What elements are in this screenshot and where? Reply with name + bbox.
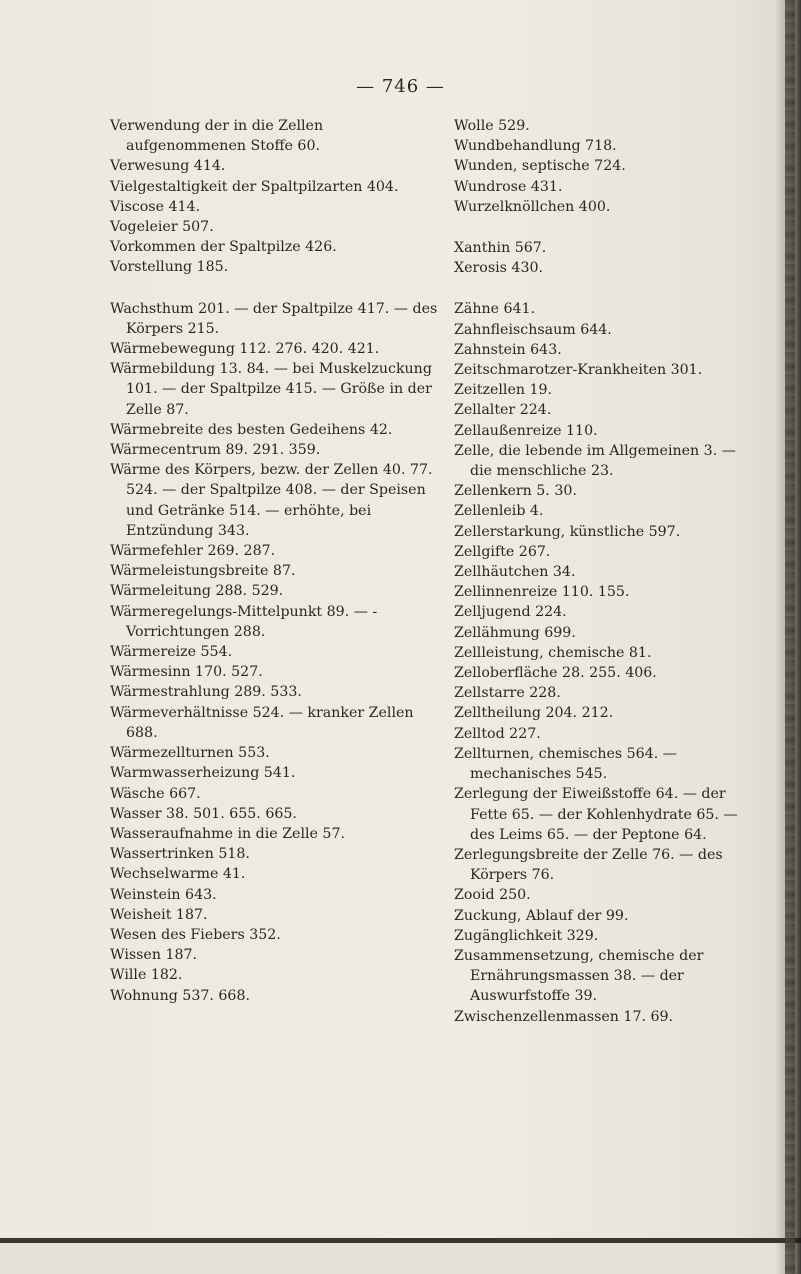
section-gap xyxy=(454,217,762,238)
index-entry: Zellenkern 5. 30. xyxy=(454,483,577,500)
index-entry: Wunden, septische 724. xyxy=(454,158,626,175)
section-gap xyxy=(110,278,438,299)
index-entry: Zellstarre 228. xyxy=(454,685,561,702)
index-entry: Wärmebewegung 112. 276. 420. 421. xyxy=(110,341,380,358)
index-entry: Wärmeregelungs-Mittelpunkt 89. — -Vorrichtungen 288. xyxy=(110,603,378,640)
index-entry: Zellturnen, chemisches 564. — mechanisches 545. xyxy=(454,745,677,783)
index-entry: Vielgestaltigkeit der Spaltpilzarten 404. xyxy=(110,178,399,195)
index-entry: Zusammensetzung, chemische der Ernährungsmassen 38. — der Auswurfstoffe 39. xyxy=(454,947,704,1005)
book-binding-edge xyxy=(785,0,795,1274)
index-entry: Wundrose 431. xyxy=(454,178,563,195)
index-column-right xyxy=(454,116,762,1027)
index-entry: Vorstellung 185. xyxy=(110,259,229,276)
index-entry: Wärmefehler 269. 287. xyxy=(110,543,276,560)
index-entry: Zwischenzellenmassen 17. 69. xyxy=(454,1008,674,1025)
index-entry: Zähne 641. xyxy=(454,301,536,318)
index-entry: Zerlegung der Eiweißstoffe 64. — der Fette 65. — der Kohlenhydrate 65. — des Leims 65. — der Peptone 64. xyxy=(454,786,738,843)
index-entry: Wasser 38. 501. 655. 665. xyxy=(110,805,297,822)
index-entry: Zellerstarkung, künstliche 597. xyxy=(454,523,681,540)
index-entry: Wärmeleitung 288. 529. xyxy=(110,583,284,600)
index-entry: Wohnung 537. 668. xyxy=(110,987,250,1004)
index-entry: Zahnstein 643. xyxy=(454,341,562,358)
index-entry: Wärmecentrum 89. 291. 359. xyxy=(110,442,321,459)
index-entry: Zelltheilung 204. 212. xyxy=(454,705,614,722)
index-entry: Viscose 414. xyxy=(110,198,201,215)
index-entry: Vogeleier 507. xyxy=(110,219,214,236)
bottom-margin xyxy=(0,1243,801,1274)
index-entry: Verwesung 414. xyxy=(110,158,226,175)
index-entry: Wille 182. xyxy=(110,967,183,984)
index-entry: Wärmebreite des besten Gedeihens 42. xyxy=(110,421,393,438)
index-entry: Wesen des Fiebers 352. xyxy=(110,926,281,943)
index-entry: Wassertrinken 518. xyxy=(110,846,250,863)
index-entry: Zeitschmarotzer-Krankheiten 301. xyxy=(454,362,703,379)
index-entry: Wärmezellturnen 553. xyxy=(110,745,270,762)
index-entry: Wäsche 667. xyxy=(110,785,201,802)
index-entry: Xanthin 567. xyxy=(454,240,547,257)
index-column-left xyxy=(110,116,438,1006)
index-entry: Zelloberfläche 28. 255. 406. xyxy=(454,665,657,682)
index-entry: Zellähmung 699. xyxy=(454,624,576,641)
index-entry: Zelljugend 224. xyxy=(454,604,567,621)
index-entry: Warmwasserheizung 541. xyxy=(110,765,296,782)
index-entry: Wärme des Körpers, bezw. der Zellen 40. 77. 524. — der Spaltpilze 408. — der Speisen und Getränke 514. — erhöhte, bei Entzündung 343. xyxy=(110,462,433,539)
index-entry: Wärmeverhältnisse 524. — kranker Zellen 688. xyxy=(110,704,414,741)
index-entry: Zellgifte 267. xyxy=(454,543,551,560)
index-entry: Wärmestrahlung 289. 533. xyxy=(110,684,302,701)
index-entry: Zuckung, Ablauf der 99. xyxy=(454,907,629,924)
index-entry: Zelltod 227. xyxy=(454,725,541,742)
index-entry: Zellalter 224. xyxy=(454,402,552,419)
index-entry: Zellinnenreize 110. 155. xyxy=(454,584,630,601)
index-entry: Zugänglichkeit 329. xyxy=(454,927,599,944)
index-entry: Zahnfleischsaum 644. xyxy=(454,321,612,338)
index-entry: Wärmeleistungsbreite 87. xyxy=(110,563,296,580)
index-entry: Wolle 529. xyxy=(454,118,530,134)
index-entry: Zellhäutchen 34. xyxy=(454,564,576,581)
index-entry: Wechselwarme 41. xyxy=(110,866,246,883)
index-entry: Weisheit 187. xyxy=(110,906,208,923)
index-entry: Verwendung der in die Zellen aufgenommenen Stoffe 60. xyxy=(110,118,324,155)
index-entry: Zerlegungsbreite der Zelle 76. — des Körpers 76. xyxy=(454,846,723,884)
index-entry: Zooid 250. xyxy=(454,887,531,904)
index-entry: Wissen 187. xyxy=(110,947,198,964)
index-entry: Xerosis 430. xyxy=(454,260,544,277)
index-entry: Wärmereize 554. xyxy=(110,644,233,661)
index-entry: Zellleistung, chemische 81. xyxy=(454,644,652,661)
index-entry: Wärmebildung 13. 84. — bei Muskelzuckung 101. — der Spaltpilze 415. — Größe in der Zelle 87. xyxy=(110,361,432,418)
index-entry: Wachsthum 201. — der Spaltpilze 417. — des Körpers 215. xyxy=(110,300,438,337)
page-number: — 746 — xyxy=(356,76,445,97)
index-entry: Wärmesinn 170. 527. xyxy=(110,664,263,681)
section-gap xyxy=(454,278,762,299)
index-entry: Zellaußenreize 110. xyxy=(454,422,598,439)
index-entry: Weinstein 643. xyxy=(110,886,217,903)
index-entry: Vorkommen der Spaltpilze 426. xyxy=(110,239,337,256)
index-entry: Zeitzellen 19. xyxy=(454,382,553,399)
index-entry: Wasseraufnahme in die Zelle 57. xyxy=(110,825,345,842)
index-entry: Zellenleib 4. xyxy=(454,503,544,520)
index-entry: Wundbehandlung 718. xyxy=(454,138,617,155)
index-entry: Zelle, die lebende im Allgemeinen 3. — die menschliche 23. xyxy=(454,442,736,480)
index-entry: Wurzelknöllchen 400. xyxy=(454,198,611,215)
